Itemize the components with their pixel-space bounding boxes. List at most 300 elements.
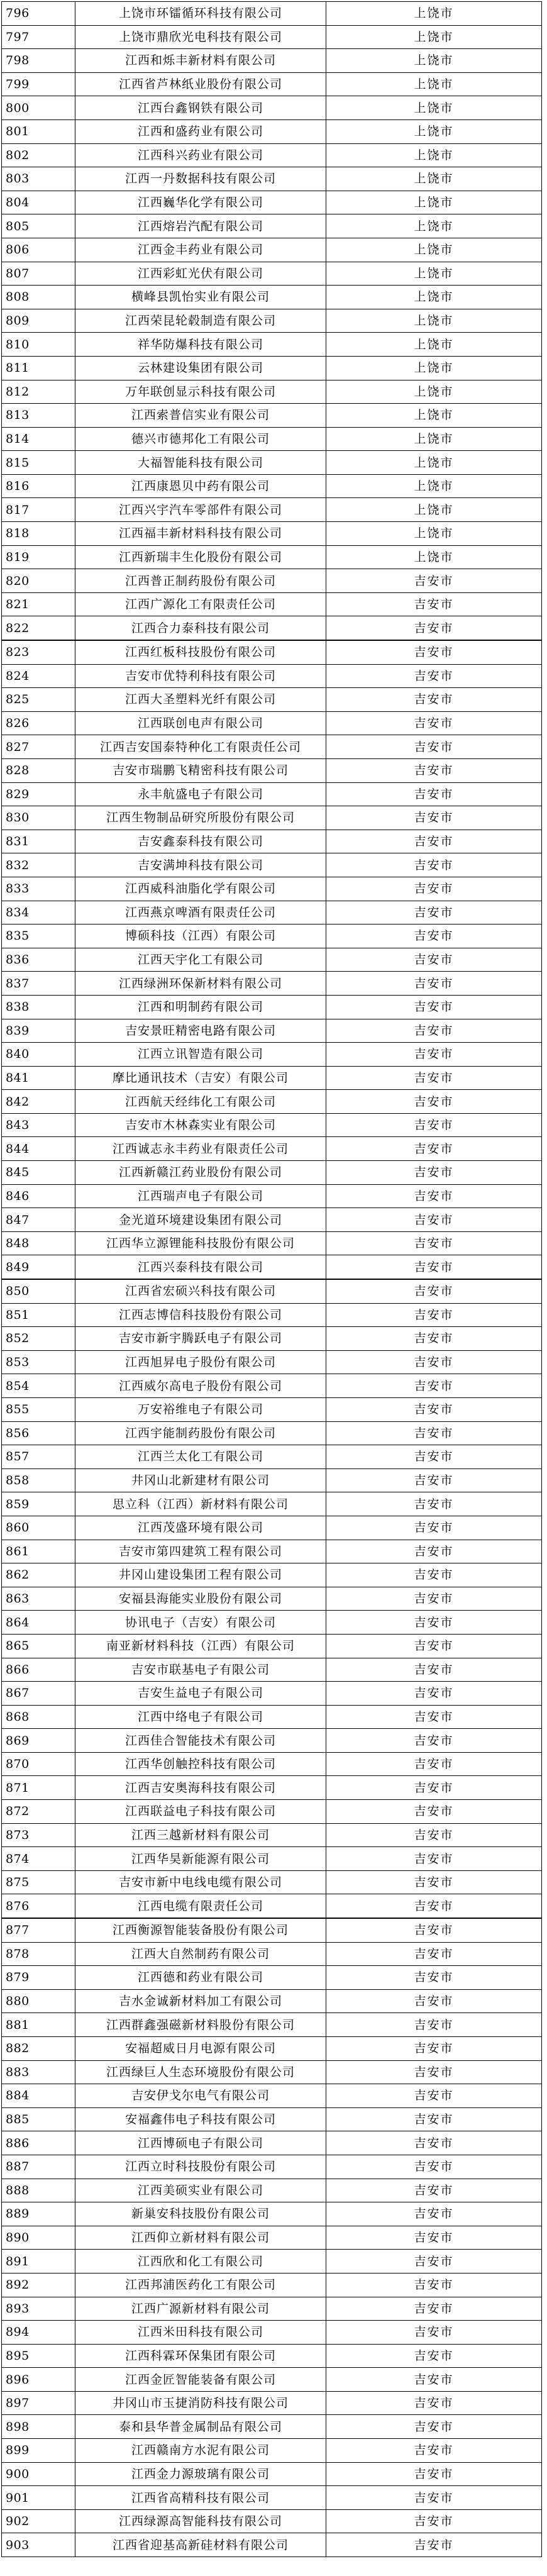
row-number-cell: 864 (2, 1611, 75, 1635)
company-name-cell: 江西兴泰科技有限公司 (75, 1255, 326, 1279)
table-row (2, 1516, 542, 1540)
row-number-cell: 872 (2, 1800, 75, 1824)
company-name-cell: 上饶市鼎欣光电科技有限公司 (75, 25, 326, 49)
city-cell: 吉安市 (326, 1327, 542, 1351)
city-cell: 吉安市 (326, 2509, 542, 2533)
company-name-cell: 江西吉安国泰特种化工有限责任公司 (75, 735, 326, 759)
table-row (2, 1658, 542, 1682)
city-cell: 吉安市 (326, 1445, 542, 1469)
company-name-cell: 江西绿巨人生态环境股份有限公司 (75, 2060, 326, 2084)
company-name-cell: 江西和明制药有限公司 (75, 995, 326, 1019)
table-row (2, 25, 542, 49)
city-cell: 上饶市 (326, 119, 542, 143)
table-row (2, 451, 542, 475)
city-cell: 上饶市 (326, 143, 542, 167)
city-cell: 吉安市 (326, 2013, 542, 2037)
table-row (2, 333, 542, 357)
row-number-cell: 878 (2, 1942, 75, 1966)
company-name-cell: 摩比通讯技术（吉安）有限公司 (75, 1066, 326, 1090)
table-row (2, 2486, 542, 2510)
company-name-cell: 江西旭昇电子股份有限公司 (75, 1350, 326, 1374)
row-number-cell: 888 (2, 2179, 75, 2202)
table-row (2, 1942, 542, 1966)
company-name-cell: 江西诚志永丰药业有限责任公司 (75, 1137, 326, 1161)
table-row (2, 1445, 542, 1469)
row-number-cell: 902 (2, 2509, 75, 2533)
city-cell: 吉安市 (326, 1942, 542, 1966)
row-number-cell: 847 (2, 1208, 75, 1232)
table-row (2, 782, 542, 806)
table-row (2, 1847, 542, 1871)
city-cell: 吉安市 (326, 2036, 542, 2060)
company-name-cell: 上饶市环镭循环科技有限公司 (75, 2, 326, 26)
table-row (2, 2179, 542, 2202)
company-name-cell: 金光道环境建设集团有限公司 (75, 1208, 326, 1232)
city-cell: 吉安市 (326, 1752, 542, 1776)
city-cell: 吉安市 (326, 972, 542, 996)
table-row (2, 948, 542, 972)
company-name-cell: 江西志博信科技股份有限公司 (75, 1303, 326, 1327)
table-row (2, 1019, 542, 1043)
row-number-cell: 824 (2, 664, 75, 688)
table-row (2, 2013, 542, 2037)
table-row (2, 1374, 542, 1398)
table-row (2, 1303, 542, 1327)
row-number-cell: 869 (2, 1729, 75, 1753)
row-number-cell: 806 (2, 238, 75, 262)
company-name-cell: 江西华创触控科技有限公司 (75, 1752, 326, 1776)
row-number-cell: 871 (2, 1776, 75, 1800)
city-cell: 吉安市 (326, 2273, 542, 2297)
city-cell: 吉安市 (326, 1492, 542, 1516)
city-cell: 上饶市 (326, 191, 542, 214)
row-number-cell: 903 (2, 2533, 75, 2557)
table-row (2, 830, 542, 853)
company-name-cell: 江西省芦林纸业股份有限公司 (75, 72, 326, 96)
city-cell: 吉安市 (326, 569, 542, 593)
company-name-cell: 江西欣和化工有限公司 (75, 2250, 326, 2273)
row-number-cell: 804 (2, 191, 75, 214)
roster-table-block-3 (1, 1279, 542, 1918)
row-number-cell: 861 (2, 1540, 75, 1563)
company-name-cell: 井冈山北新建材有限公司 (75, 1468, 326, 1492)
company-name-cell: 江西熔岩汽配有限公司 (75, 214, 326, 238)
city-cell: 吉安市 (326, 1682, 542, 1706)
company-name-cell: 江西华立源锂能科技股份有限公司 (75, 1231, 326, 1255)
city-cell: 吉安市 (326, 735, 542, 759)
table-row (2, 1066, 542, 1090)
city-cell: 吉安市 (326, 1870, 542, 1894)
row-number-cell: 832 (2, 853, 75, 877)
row-number-cell: 898 (2, 2415, 75, 2439)
row-number-cell: 800 (2, 96, 75, 120)
city-cell: 上饶市 (326, 522, 542, 546)
city-cell: 吉安市 (326, 806, 542, 830)
city-cell: 吉安市 (326, 1587, 542, 1611)
table-row (2, 1208, 542, 1232)
company-name-cell: 安福县海能实业股份有限公司 (75, 1587, 326, 1611)
table-row (2, 1563, 542, 1587)
table-row (2, 1255, 542, 1279)
table-row (2, 1966, 542, 1990)
city-cell: 吉安市 (326, 1989, 542, 2013)
row-number-cell: 816 (2, 474, 75, 498)
company-name-cell: 江西赣南方水泥有限公司 (75, 2439, 326, 2463)
city-cell: 吉安市 (326, 1823, 542, 1847)
table-row (2, 1752, 542, 1776)
roster-table-block-2 (1, 640, 542, 1279)
company-name-cell: 吉安市优特利科技有限公司 (75, 664, 326, 688)
company-name-cell: 江西仰立新材料有限公司 (75, 2226, 326, 2250)
row-number-cell: 854 (2, 1374, 75, 1398)
city-cell: 吉安市 (326, 1255, 542, 1279)
row-number-cell: 796 (2, 2, 75, 26)
company-name-cell: 江西米田科技有限公司 (75, 2321, 326, 2345)
table-row (2, 1113, 542, 1137)
row-number-cell: 846 (2, 1184, 75, 1208)
company-name-cell: 江西省宏硕兴科技有限公司 (75, 1280, 326, 1304)
company-name-cell: 新巢安科技股份有限公司 (75, 2202, 326, 2226)
company-name-cell: 井冈山市玉捷消防科技有限公司 (75, 2391, 326, 2415)
table-row (2, 545, 542, 569)
table-row (2, 806, 542, 830)
row-number-cell: 820 (2, 569, 75, 593)
city-cell: 吉安市 (326, 1516, 542, 1540)
table-row (2, 96, 542, 120)
row-number-cell: 830 (2, 806, 75, 830)
table-row (2, 2226, 542, 2250)
company-name-cell: 江西博硕电子有限公司 (75, 2131, 326, 2155)
row-number-cell: 883 (2, 2060, 75, 2084)
row-number-cell: 890 (2, 2226, 75, 2250)
table-row (2, 356, 542, 380)
row-number-cell: 798 (2, 49, 75, 73)
table-row (2, 1184, 542, 1208)
row-number-cell: 868 (2, 1705, 75, 1729)
city-cell: 吉安市 (326, 1847, 542, 1871)
company-name-cell: 井冈山建设集团工程有限公司 (75, 1563, 326, 1587)
company-name-cell: 江西省迎基高新硅材料有限公司 (75, 2533, 326, 2557)
city-cell: 上饶市 (326, 356, 542, 380)
table-row (2, 2131, 542, 2155)
row-number-cell: 797 (2, 25, 75, 49)
city-cell: 上饶市 (326, 427, 542, 451)
row-number-cell: 886 (2, 2131, 75, 2155)
city-cell: 吉安市 (326, 1611, 542, 1635)
row-number-cell: 812 (2, 380, 75, 404)
city-cell: 吉安市 (326, 948, 542, 972)
city-cell: 吉安市 (326, 1350, 542, 1374)
table-row (2, 2415, 542, 2439)
table-row (2, 309, 542, 333)
row-number-cell: 803 (2, 167, 75, 191)
table-row (2, 238, 542, 262)
row-number-cell: 849 (2, 1255, 75, 1279)
company-name-cell: 江西茂盛环境有限公司 (75, 1516, 326, 1540)
table-row (2, 2391, 542, 2415)
city-cell: 吉安市 (326, 1634, 542, 1658)
table-row (2, 972, 542, 996)
city-cell: 吉安市 (326, 1776, 542, 1800)
city-cell: 吉安市 (326, 1397, 542, 1421)
city-cell: 吉安市 (326, 924, 542, 948)
row-number-cell: 810 (2, 333, 75, 357)
city-cell: 吉安市 (326, 1303, 542, 1327)
table-row (2, 262, 542, 286)
table-row (2, 1870, 542, 1894)
table-row (2, 1327, 542, 1351)
company-name-cell: 吉安市瑞鹏飞精密科技有限公司 (75, 758, 326, 782)
company-name-cell: 江西电缆有限责任公司 (75, 1894, 326, 1918)
company-roster-table (1, 1, 542, 640)
row-number-cell: 823 (2, 641, 75, 665)
table-row (2, 2368, 542, 2392)
row-number-cell: 876 (2, 1894, 75, 1918)
company-name-cell: 江西美硕实业有限公司 (75, 2179, 326, 2202)
company-name-cell: 吉水金诚新材料加工有限公司 (75, 1989, 326, 2013)
row-number-cell: 900 (2, 2462, 75, 2486)
table-row (2, 522, 542, 546)
city-cell: 吉安市 (326, 2391, 542, 2415)
company-name-cell: 江西广源新材料有限公司 (75, 2297, 326, 2321)
city-cell: 吉安市 (326, 853, 542, 877)
row-number-cell: 893 (2, 2297, 75, 2321)
company-name-cell: 永丰航盛电子有限公司 (75, 782, 326, 806)
company-name-cell: 横峰县凯怡实业有限公司 (75, 286, 326, 309)
table-row (2, 758, 542, 782)
company-name-cell: 万年联创显示科技有限公司 (75, 380, 326, 404)
table-row (2, 592, 542, 616)
company-name-cell: 江西生物制品研究所股份有限公司 (75, 806, 326, 830)
city-cell: 吉安市 (326, 2321, 542, 2345)
company-name-cell: 万安裕维电子有限公司 (75, 1397, 326, 1421)
company-name-cell: 江西台鑫钢铁有限公司 (75, 96, 326, 120)
table-row (2, 1776, 542, 1800)
company-name-cell: 江西兰太化工有限公司 (75, 1445, 326, 1469)
company-name-cell: 江西科霖环保集团有限公司 (75, 2344, 326, 2368)
city-cell: 吉安市 (326, 1066, 542, 1090)
row-number-cell: 848 (2, 1231, 75, 1255)
city-cell: 上饶市 (326, 262, 542, 286)
company-name-cell: 大福智能科技有限公司 (75, 451, 326, 475)
city-cell: 吉安市 (326, 2415, 542, 2439)
table-row (2, 1682, 542, 1706)
row-number-cell: 828 (2, 758, 75, 782)
city-cell: 吉安市 (326, 1113, 542, 1137)
row-number-cell: 815 (2, 451, 75, 475)
company-name-cell: 江西中络电子有限公司 (75, 1705, 326, 1729)
company-name-cell: 江西广源化工有限责任公司 (75, 592, 326, 616)
company-name-cell: 江西联创电声有限公司 (75, 711, 326, 735)
city-cell: 上饶市 (326, 25, 542, 49)
table-row (2, 49, 542, 73)
table-row (2, 1090, 542, 1114)
row-number-cell: 831 (2, 830, 75, 853)
company-name-cell: 吉安市联基电子有限公司 (75, 1658, 326, 1682)
table-row (2, 853, 542, 877)
city-cell: 吉安市 (326, 877, 542, 901)
company-name-cell: 吉安生益电子有限公司 (75, 1682, 326, 1706)
row-number-cell: 896 (2, 2368, 75, 2392)
city-cell: 吉安市 (326, 2368, 542, 2392)
company-name-cell: 江西大圣塑料光纤有限公司 (75, 688, 326, 712)
company-name-cell: 安福超威日月电源有限公司 (75, 2036, 326, 2060)
row-number-cell: 851 (2, 1303, 75, 1327)
city-cell: 吉安市 (326, 2297, 542, 2321)
company-name-cell: 吉安市新宇腾跃电子有限公司 (75, 1327, 326, 1351)
city-cell: 吉安市 (326, 711, 542, 735)
row-number-cell: 805 (2, 214, 75, 238)
city-cell: 吉安市 (326, 1019, 542, 1043)
city-cell: 吉安市 (326, 688, 542, 712)
row-number-cell: 873 (2, 1823, 75, 1847)
company-name-cell: 江西绿洲环保新材料有限公司 (75, 972, 326, 996)
city-cell: 吉安市 (326, 1800, 542, 1824)
city-cell: 吉安市 (326, 641, 542, 665)
table-row (2, 1231, 542, 1255)
city-cell: 吉安市 (326, 1421, 542, 1445)
row-number-cell: 853 (2, 1350, 75, 1374)
table-row (2, 924, 542, 948)
company-name-cell: 江西德和药业有限公司 (75, 1966, 326, 1990)
city-cell: 吉安市 (326, 1705, 542, 1729)
company-name-cell: 江西巍华化学有限公司 (75, 191, 326, 214)
row-number-cell: 850 (2, 1280, 75, 1304)
city-cell: 上饶市 (326, 96, 542, 120)
city-cell: 吉安市 (326, 2486, 542, 2510)
row-number-cell: 839 (2, 1019, 75, 1043)
city-cell: 吉安市 (326, 2179, 542, 2202)
company-name-cell: 江西绿源高智能科技有限公司 (75, 2509, 326, 2533)
company-name-cell: 江西彩虹光伏有限公司 (75, 262, 326, 286)
city-cell: 吉安市 (326, 1966, 542, 1990)
company-name-cell: 南亚新材料科技（江西）有限公司 (75, 1634, 326, 1658)
city-cell: 上饶市 (326, 309, 542, 333)
row-number-cell: 901 (2, 2486, 75, 2510)
table-row (2, 143, 542, 167)
city-cell: 上饶市 (326, 238, 542, 262)
table-row (2, 1397, 542, 1421)
city-cell: 吉安市 (326, 1540, 542, 1563)
company-name-cell: 云林建设集团有限公司 (75, 356, 326, 380)
company-name-cell: 吉安市第四建筑工程有限公司 (75, 1540, 326, 1563)
city-cell: 吉安市 (326, 1280, 542, 1304)
company-name-cell: 江西衡源智能装备股份有限公司 (75, 1919, 326, 1943)
city-cell: 上饶市 (326, 545, 542, 569)
row-number-cell: 838 (2, 995, 75, 1019)
company-name-cell: 江西威尔高电子股份有限公司 (75, 1374, 326, 1398)
company-name-cell: 江西金丰药业有限公司 (75, 238, 326, 262)
company-name-cell: 江西金匠智能装备有限公司 (75, 2368, 326, 2392)
table-row (2, 688, 542, 712)
company-name-cell: 江西三越新材料有限公司 (75, 1823, 326, 1847)
company-name-cell: 江西立讯智造有限公司 (75, 1043, 326, 1067)
table-row (2, 1587, 542, 1611)
row-number-cell: 833 (2, 877, 75, 901)
city-cell: 吉安市 (326, 1161, 542, 1185)
table-row (2, 1894, 542, 1918)
row-number-cell: 827 (2, 735, 75, 759)
row-number-cell: 845 (2, 1161, 75, 1185)
table-row (2, 1350, 542, 1374)
company-name-cell: 吉安市新中电线电缆有限公司 (75, 1870, 326, 1894)
roster-table-block-1 (1, 1, 542, 640)
row-number-cell: 884 (2, 2084, 75, 2108)
table-row (2, 995, 542, 1019)
city-cell: 吉安市 (326, 664, 542, 688)
table-row (2, 1280, 542, 1304)
row-number-cell: 856 (2, 1421, 75, 1445)
row-number-cell: 802 (2, 143, 75, 167)
city-cell: 吉安市 (326, 1184, 542, 1208)
row-number-cell: 808 (2, 286, 75, 309)
company-name-cell: 江西联益电子科技有限公司 (75, 1800, 326, 1824)
table-row (2, 616, 542, 640)
table-row (2, 2060, 542, 2084)
city-cell: 上饶市 (326, 474, 542, 498)
table-row (2, 72, 542, 96)
company-name-cell: 江西省高精科技有限公司 (75, 2486, 326, 2510)
row-number-cell: 799 (2, 72, 75, 96)
row-number-cell: 855 (2, 1397, 75, 1421)
row-number-cell: 819 (2, 545, 75, 569)
table-row (2, 427, 542, 451)
table-row (2, 1043, 542, 1067)
company-name-cell: 江西索普信实业有限公司 (75, 404, 326, 428)
company-name-cell: 吉安市木林森实业有限公司 (75, 1113, 326, 1137)
row-number-cell: 837 (2, 972, 75, 996)
company-name-cell: 吉安满坤科技有限公司 (75, 853, 326, 877)
city-cell: 吉安市 (326, 2131, 542, 2155)
row-number-cell: 860 (2, 1516, 75, 1540)
row-number-cell: 836 (2, 948, 75, 972)
table-row (2, 167, 542, 191)
company-name-cell: 江西科兴药业有限公司 (75, 143, 326, 167)
table-row (2, 2107, 542, 2131)
company-name-cell: 江西金力源玻璃有限公司 (75, 2462, 326, 2486)
city-cell: 吉安市 (326, 592, 542, 616)
row-number-cell: 818 (2, 522, 75, 546)
city-cell: 吉安市 (326, 995, 542, 1019)
table-row (2, 2084, 542, 2108)
company-name-cell: 协讯电子（吉安）有限公司 (75, 1611, 326, 1635)
roster-table-block-4 (1, 1918, 542, 2557)
city-cell: 吉安市 (326, 2202, 542, 2226)
company-name-cell: 江西红板科技股份有限公司 (75, 641, 326, 665)
row-number-cell: 892 (2, 2273, 75, 2297)
table-row (2, 2439, 542, 2463)
table-row (2, 2, 542, 26)
city-cell: 上饶市 (326, 404, 542, 428)
table-row (2, 2344, 542, 2368)
table-row (2, 2273, 542, 2297)
row-number-cell: 859 (2, 1492, 75, 1516)
row-number-cell: 813 (2, 404, 75, 428)
city-cell: 吉安市 (326, 2344, 542, 2368)
row-number-cell: 862 (2, 1563, 75, 1587)
city-cell: 吉安市 (326, 1563, 542, 1587)
table-row (2, 2036, 542, 2060)
company-name-cell: 江西福丰新材料科技有限公司 (75, 522, 326, 546)
city-cell: 上饶市 (326, 498, 542, 522)
table-row (2, 901, 542, 924)
company-name-cell: 江西邦浦医药化工有限公司 (75, 2273, 326, 2297)
table-row (2, 191, 542, 214)
table-row (2, 1634, 542, 1658)
city-cell: 吉安市 (326, 2250, 542, 2273)
row-number-cell: 863 (2, 1587, 75, 1611)
row-number-cell: 866 (2, 1658, 75, 1682)
